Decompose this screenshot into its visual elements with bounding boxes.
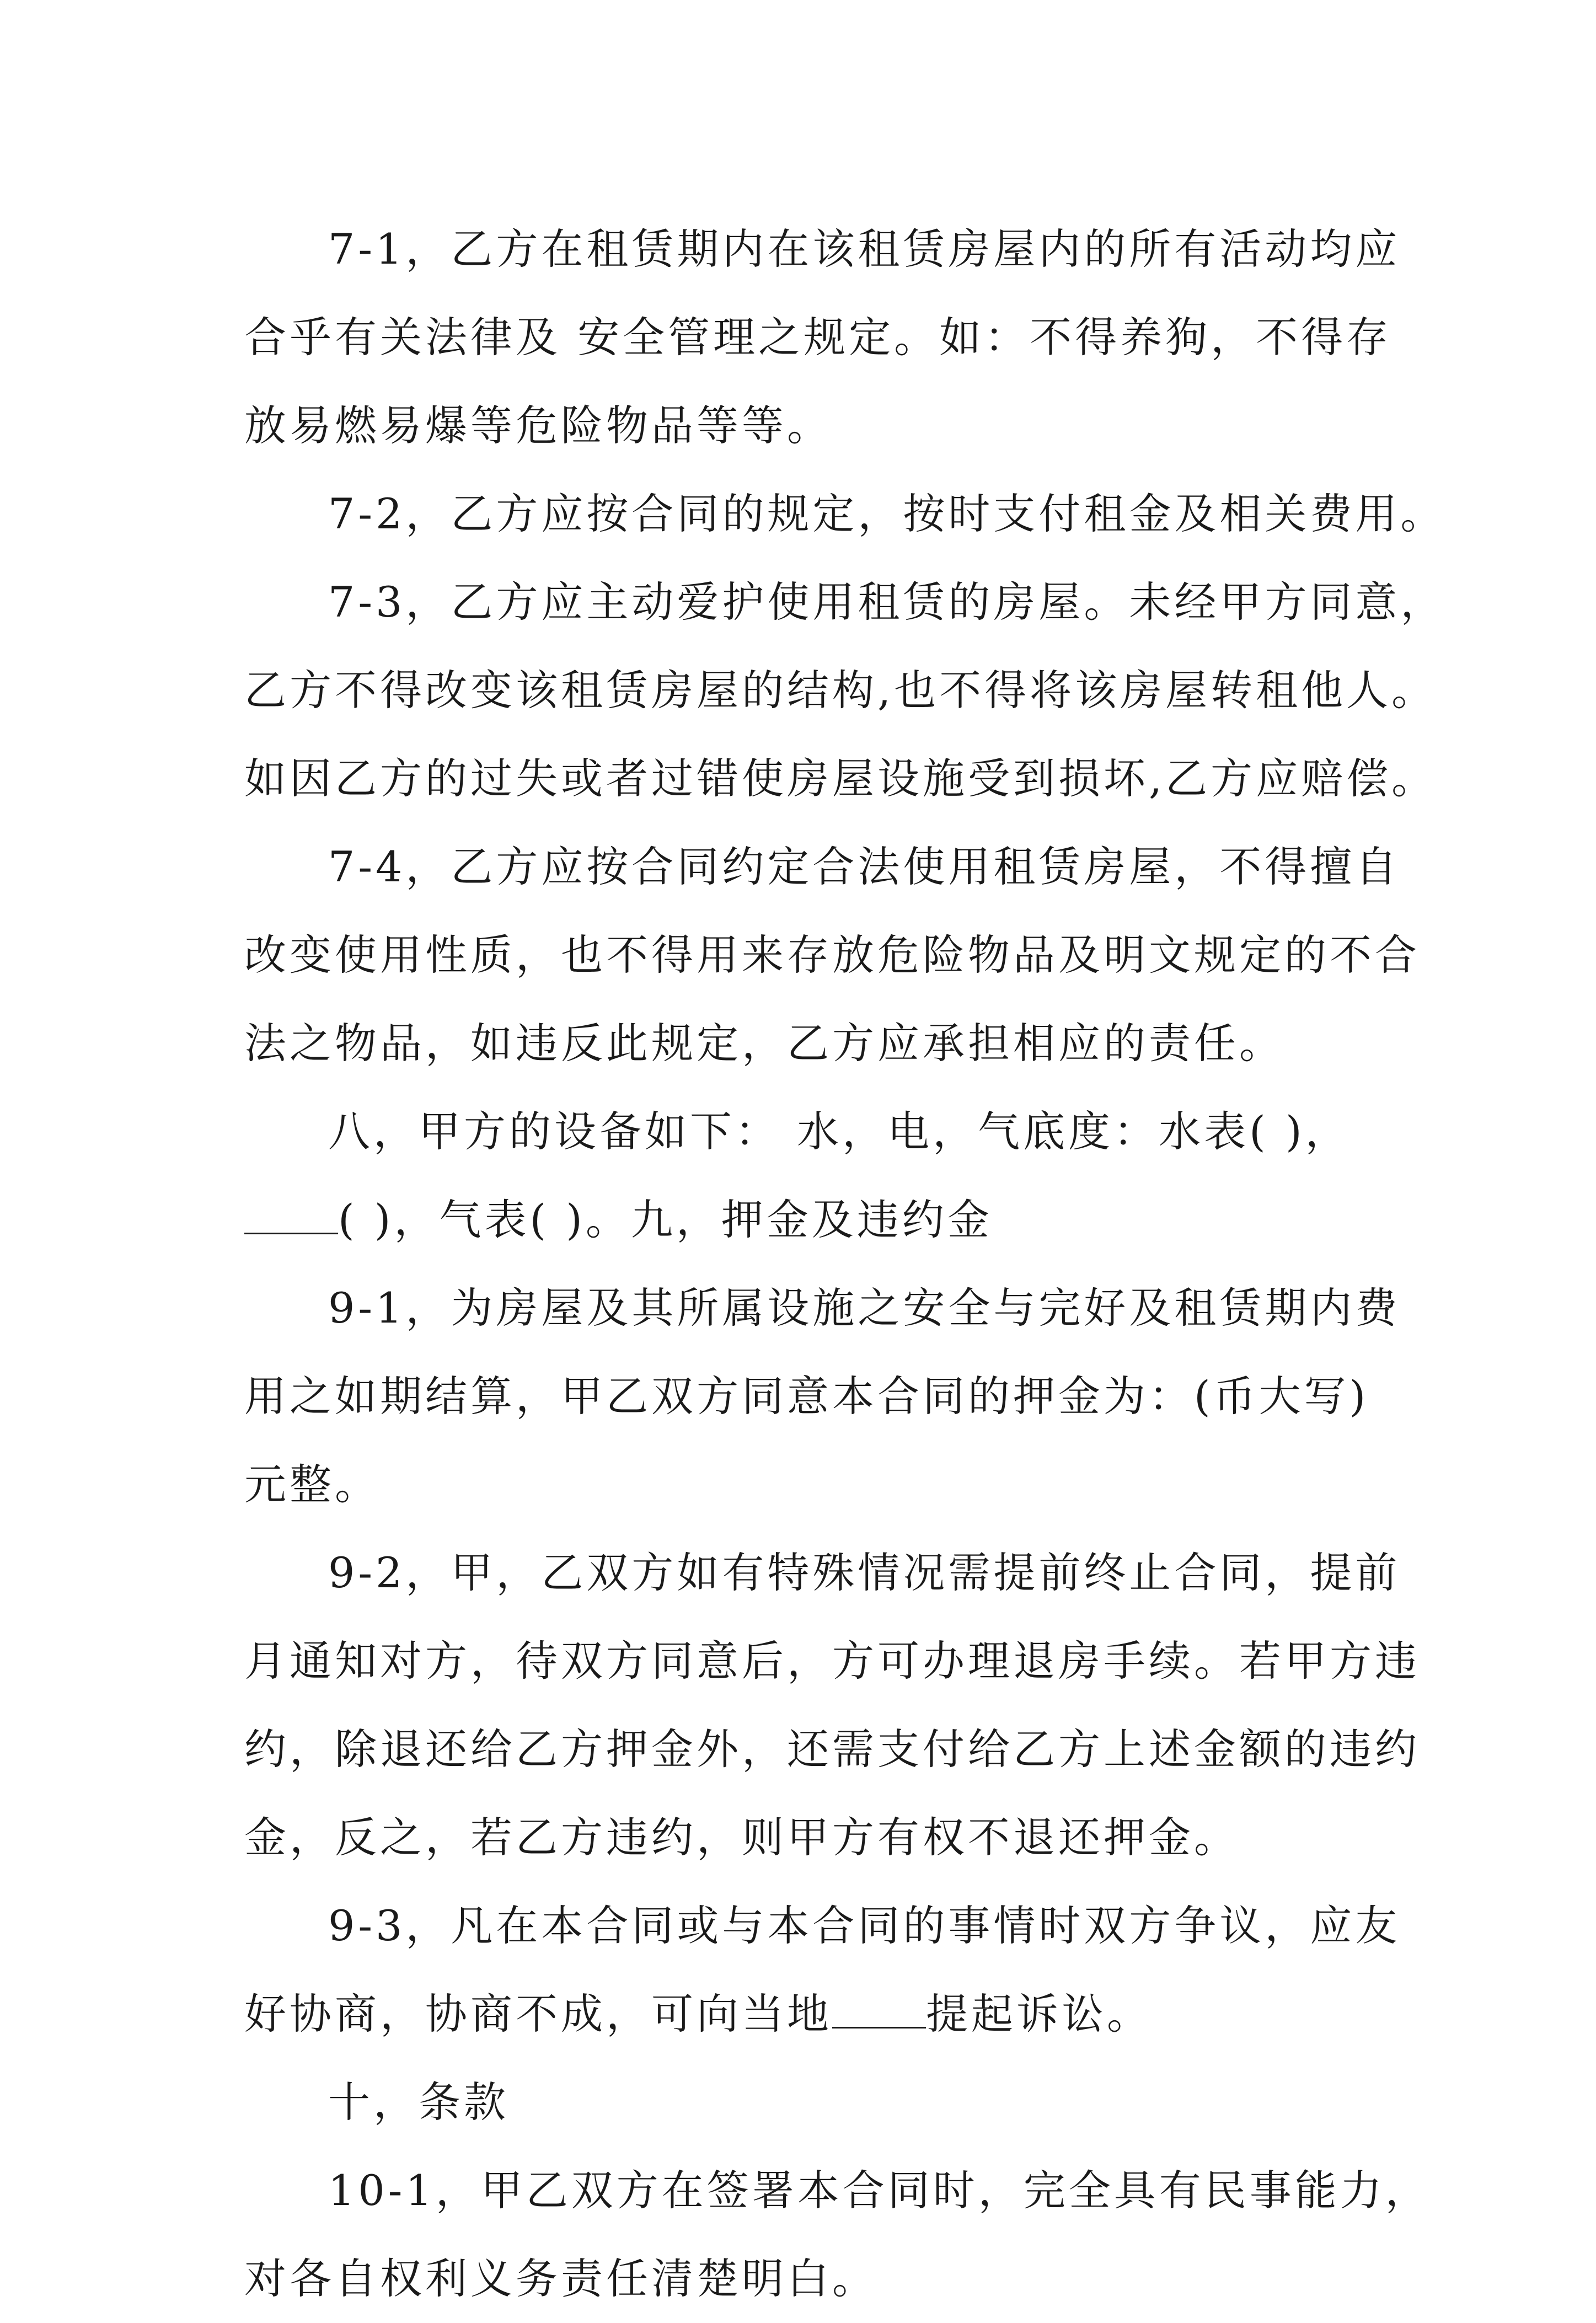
clause-9-3-line-2-text-b: 提起诉讼。 [926, 1989, 1152, 2038]
clause-9-3-line-2-text-a: 好协商，协商不成，可向当地 [244, 1989, 832, 2038]
clause-9-1-line-2: 用之如期结算，甲乙双方同意本合同的押金为：(币大写) [244, 1372, 1369, 1421]
section-8-line-2-text: ( )，气表( )。九，押金及违约金 [338, 1195, 993, 1244]
clause-7-3-line-2: 乙方不得改变该租赁房屋的结构,也不得将该房屋转租他人。 [244, 666, 1437, 715]
clause-7-3-line-3: 如因乙方的过失或者过错使房屋设施受到损坏,乙方应赔偿。 [244, 754, 1437, 803]
clause-7-4-line-1: 7-4，乙方应按合同约定合法使用租赁房屋，不得擅自 [328, 842, 1401, 891]
clause-10-1-line-2: 对各自权利义务责任清楚明白。 [244, 2254, 877, 2303]
clause-7-4-line-2: 改变使用性质，也不得用来存放危险物品及明文规定的不合 [244, 930, 1420, 979]
clause-9-2-line-1: 9-2，甲，乙双方如有特殊情况需提前终止合同，提前 [328, 1548, 1401, 1597]
clause-7-3-line-1: 7-3，乙方应主动爱护使用租赁的房屋。未经甲方同意， [328, 577, 1446, 627]
clause-7-4-line-3: 法之物品，如违反此规定，乙方应承担相应的责任。 [244, 1019, 1284, 1068]
clause-9-3-line-1: 9-3，凡在本合同或与本合同的事情时双方争议，应友 [328, 1901, 1401, 1950]
clause-9-2-line-3: 约，除退还给乙方押金外，还需支付给乙方上述金额的违约 [244, 1725, 1420, 1774]
clause-7-1-line-3: 放易燃易爆等危险物品等等。 [244, 401, 832, 450]
fill-in-blank [832, 1994, 926, 2028]
clause-9-2-line-2: 月通知对方，待双方同意后，方可办理退房手续。若甲方违 [244, 1636, 1420, 1685]
clause-7-2-line-1: 7-2，乙方应按合同的规定，按时支付租金及相关费用。 [328, 489, 1446, 538]
section-8-line-1: 八，甲方的设备如下： 水，电，气底度：水表( )， [328, 1107, 1351, 1156]
contract-body [244, 205, 1446, 2323]
clause-9-2-line-4: 金，反之，若乙方违约，则甲方有权不退还押金。 [244, 1813, 1239, 1862]
clause-10-1-line-1: 10-1，甲乙双方在签署本合同时，完全具有民事能力， [328, 2166, 1431, 2215]
section-10-heading: 十，条款 [328, 2078, 509, 2127]
clause-9-3-line-2 [244, 1970, 1358, 2058]
clause-9-1-line-3: 元整。 [244, 1460, 380, 1509]
clause-9-1-line-1: 9-1，为房屋及其所属设施之安全与完好及租赁期内费 [328, 1283, 1401, 1332]
section-8-line-2 [244, 1176, 1358, 1264]
fill-in-blank [244, 1200, 338, 1234]
clause-7-1-line-2: 合乎有关法律及 安全管理之规定。如：不得养狗，不得存 [244, 313, 1392, 362]
clause-7-1-line-1: 7-1，乙方在租赁期内在该租赁房屋内的所有活动均应 [328, 224, 1401, 274]
